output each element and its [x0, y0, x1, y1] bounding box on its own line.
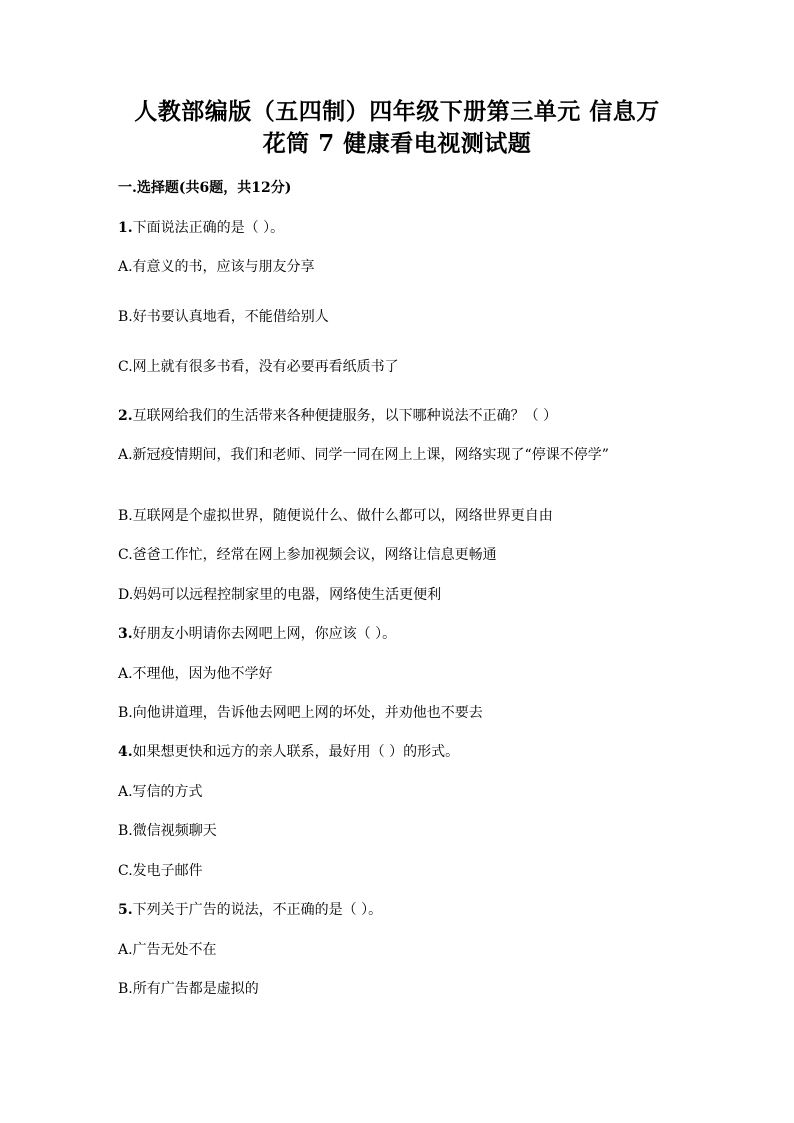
question-4-option-b: B.微信视频聊天	[118, 823, 217, 839]
question-2-option-b: B.互联网是个虚拟世界，随便说什么、做什么都可以，网络世界更自由	[118, 508, 553, 524]
question-stem: 下面说法正确的是（ ）。	[132, 220, 285, 236]
question-3	[118, 624, 678, 644]
question-5-option-a: A.广告无处不在	[118, 942, 217, 958]
question-1	[118, 218, 678, 238]
question-2-option-d: D.妈妈可以远程控制家里的电器，网络使生活更便利	[118, 587, 442, 603]
page-title-line-2: 花筒 7 健康看电视测试题	[262, 130, 532, 157]
question-5	[118, 900, 678, 920]
section-heading: 一.选择题(共6题，共12分)	[118, 180, 292, 196]
question-number: 1.	[118, 220, 133, 236]
question-stem: 下列关于广告的说法，不正确的是（ ）。	[132, 902, 383, 918]
question-5-option-b: B.所有广告都是虚拟的	[118, 981, 259, 997]
question-stem: 如果想更快和远方的亲人联系，最好用（ ）的形式。	[132, 744, 460, 760]
question-number: 2.	[118, 408, 133, 424]
question-stem: 好朋友小明请你去网吧上网，你应该（ ）。	[132, 626, 397, 642]
page-title-line-1: 人教部编版（五四制）四年级下册第三单元 信息万	[134, 98, 660, 125]
question-3-option-b: B.向他讲道理，告诉他去网吧上网的坏处，并劝他也不要去	[118, 705, 483, 721]
question-2-option-c: C.爸爸工作忙，经常在网上参加视频会议，网络让信息更畅通	[118, 547, 497, 563]
question-4-option-a: A.写信的方式	[118, 784, 203, 800]
question-number: 4.	[118, 744, 133, 760]
question-2	[118, 406, 678, 426]
question-1-option-c: C.网上就有很多书看，没有必要再看纸质书了	[118, 359, 399, 375]
question-3-option-a: A.不理他，因为他不学好	[118, 666, 273, 682]
question-stem: 互联网给我们的生活带来各种便捷服务，以下哪种说法不正确？（ ）	[132, 408, 558, 424]
question-2-option-a: A.新冠疫情期间，我们和老师、同学一同在网上上课，网络实现了“停课不停学”	[118, 447, 609, 463]
question-number: 3.	[118, 626, 133, 642]
question-1-option-a: A.有意义的书，应该与朋友分享	[118, 259, 315, 275]
question-number: 5.	[118, 902, 133, 918]
question-4	[118, 742, 678, 762]
question-4-option-c: C.发电子邮件	[118, 863, 203, 879]
question-1-option-b: B.好书要认真地看，不能借给别人	[118, 309, 329, 325]
